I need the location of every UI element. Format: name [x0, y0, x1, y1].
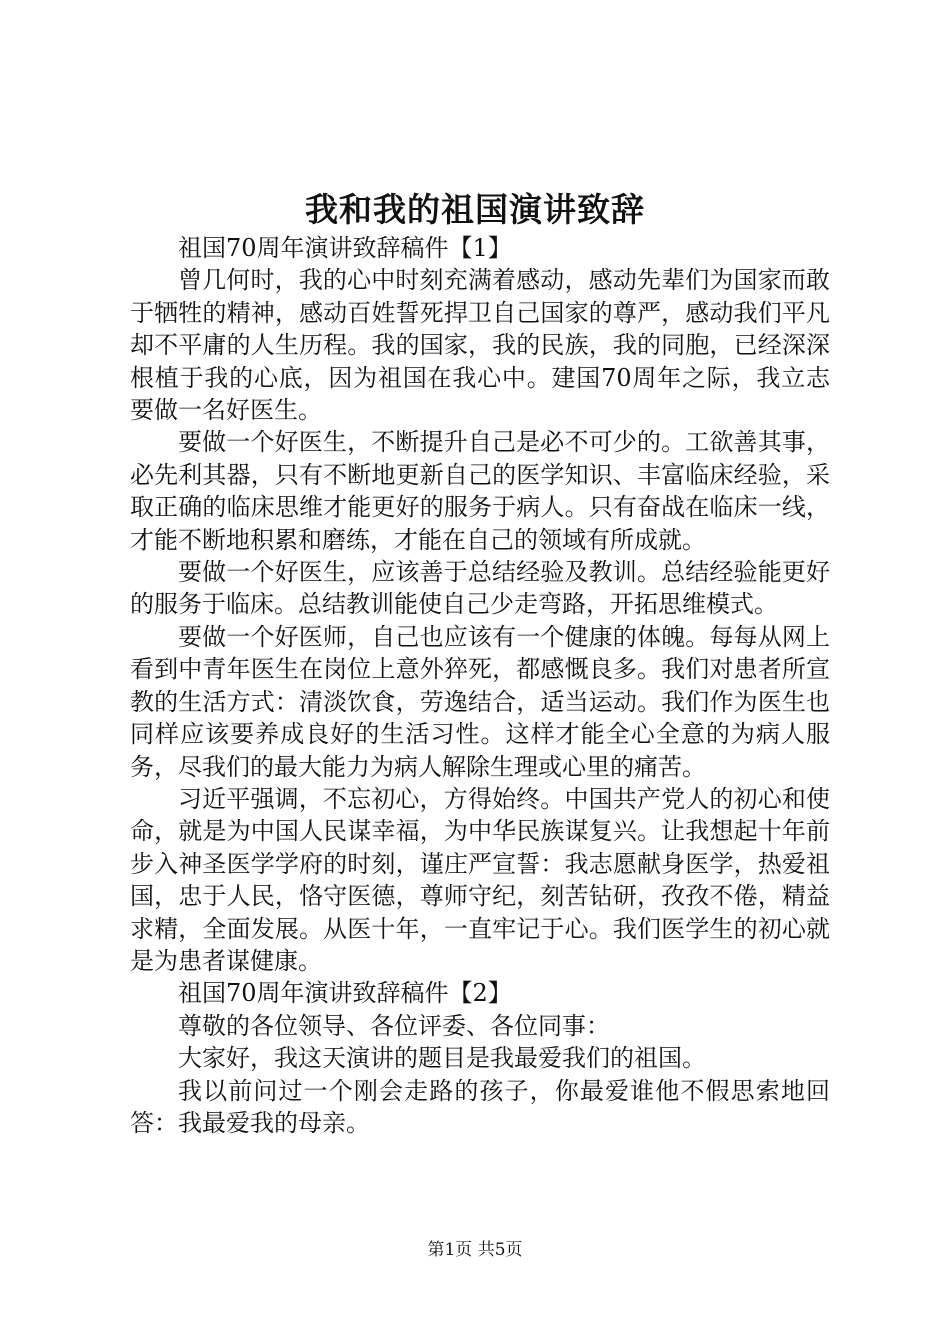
section-heading-1: 祖国70周年演讲致辞稿件【1】 — [178, 234, 512, 262]
page-number: 第1页 共5页 — [427, 1240, 523, 1260]
paragraph: 我以前问过一个刚会走路的孩子，你最爱谁他不假思索地回答：我最爱我的母亲。 — [130, 1076, 830, 1137]
paragraph: 要做一个好医师，自己也应该有一个健康的体魄。每每从网上看到中青年医生在岗位上意外猝死，都感慨良多。我们对患者所宣教的生活方式：清淡饮食，劳逸结合，适当运动。我们作为医生也同样应该要养成良好的生活习性。这样才能全心全意的为病人服务，尽我们的最大能力为病人解除生理或心里的痛苦。 — [130, 622, 830, 781]
paragraph: 曾几何时，我的心中时刻充满着感动，感动先辈们为国家而敢于牺牲的精神，感动百姓誓死捍卫自己国家的尊严，感动我们平凡却不平庸的人生历程。我的国家，我的民族，我的同胞，已经深深根植于我的心底，因为祖国在我心中。建国70周年之际，我立志要做一名好医生。 — [130, 266, 830, 425]
section-heading-2: 祖国70周年演讲致辞稿件【2】 — [178, 979, 512, 1008]
paragraph: 要做一个好医生，不断提升自己是必不可少的。工欲善其事，必先利其器，只有不断地更新自己的医学知识、丰富临床经验，采取正确的临床思维才能更好的服务于病人。只有奋战在临床一线，才能不断地积累和磨练，才能在自己的领域有所成就。 — [130, 428, 830, 554]
paragraph: 习近平强调，不忘初心，方得始终。中国共产党人的初心和使命，就是为中国人民谋幸福，为中华民族谋复兴。让我想起十年前步入神圣医学学府的时刻，谨庄严宣誓：我志愿献身医学，热爱祖国，忠于人民，恪守医德，尊师守纪，刻苦钻研，孜孜不倦，精益求精，全面发展。从医十年，一直牢记于心。我们医学生的初心就是为患者谋健康。 — [130, 784, 830, 975]
document-body — [130, 232, 830, 1139]
paragraph: 要做一个好医生，应该善于总结经验及教训。总结经验能更好的服务于临床。总结教训能使自己少走弯路，开拓思维模式。 — [130, 558, 830, 619]
salutation: 尊敬的各位领导、各位评委、各位同事： — [178, 1011, 610, 1040]
document-title: 我和我的祖国演讲致辞 — [305, 190, 645, 229]
paragraph: 大家好，我这天演讲的题目是我最爱我们的祖国。 — [178, 1044, 706, 1073]
